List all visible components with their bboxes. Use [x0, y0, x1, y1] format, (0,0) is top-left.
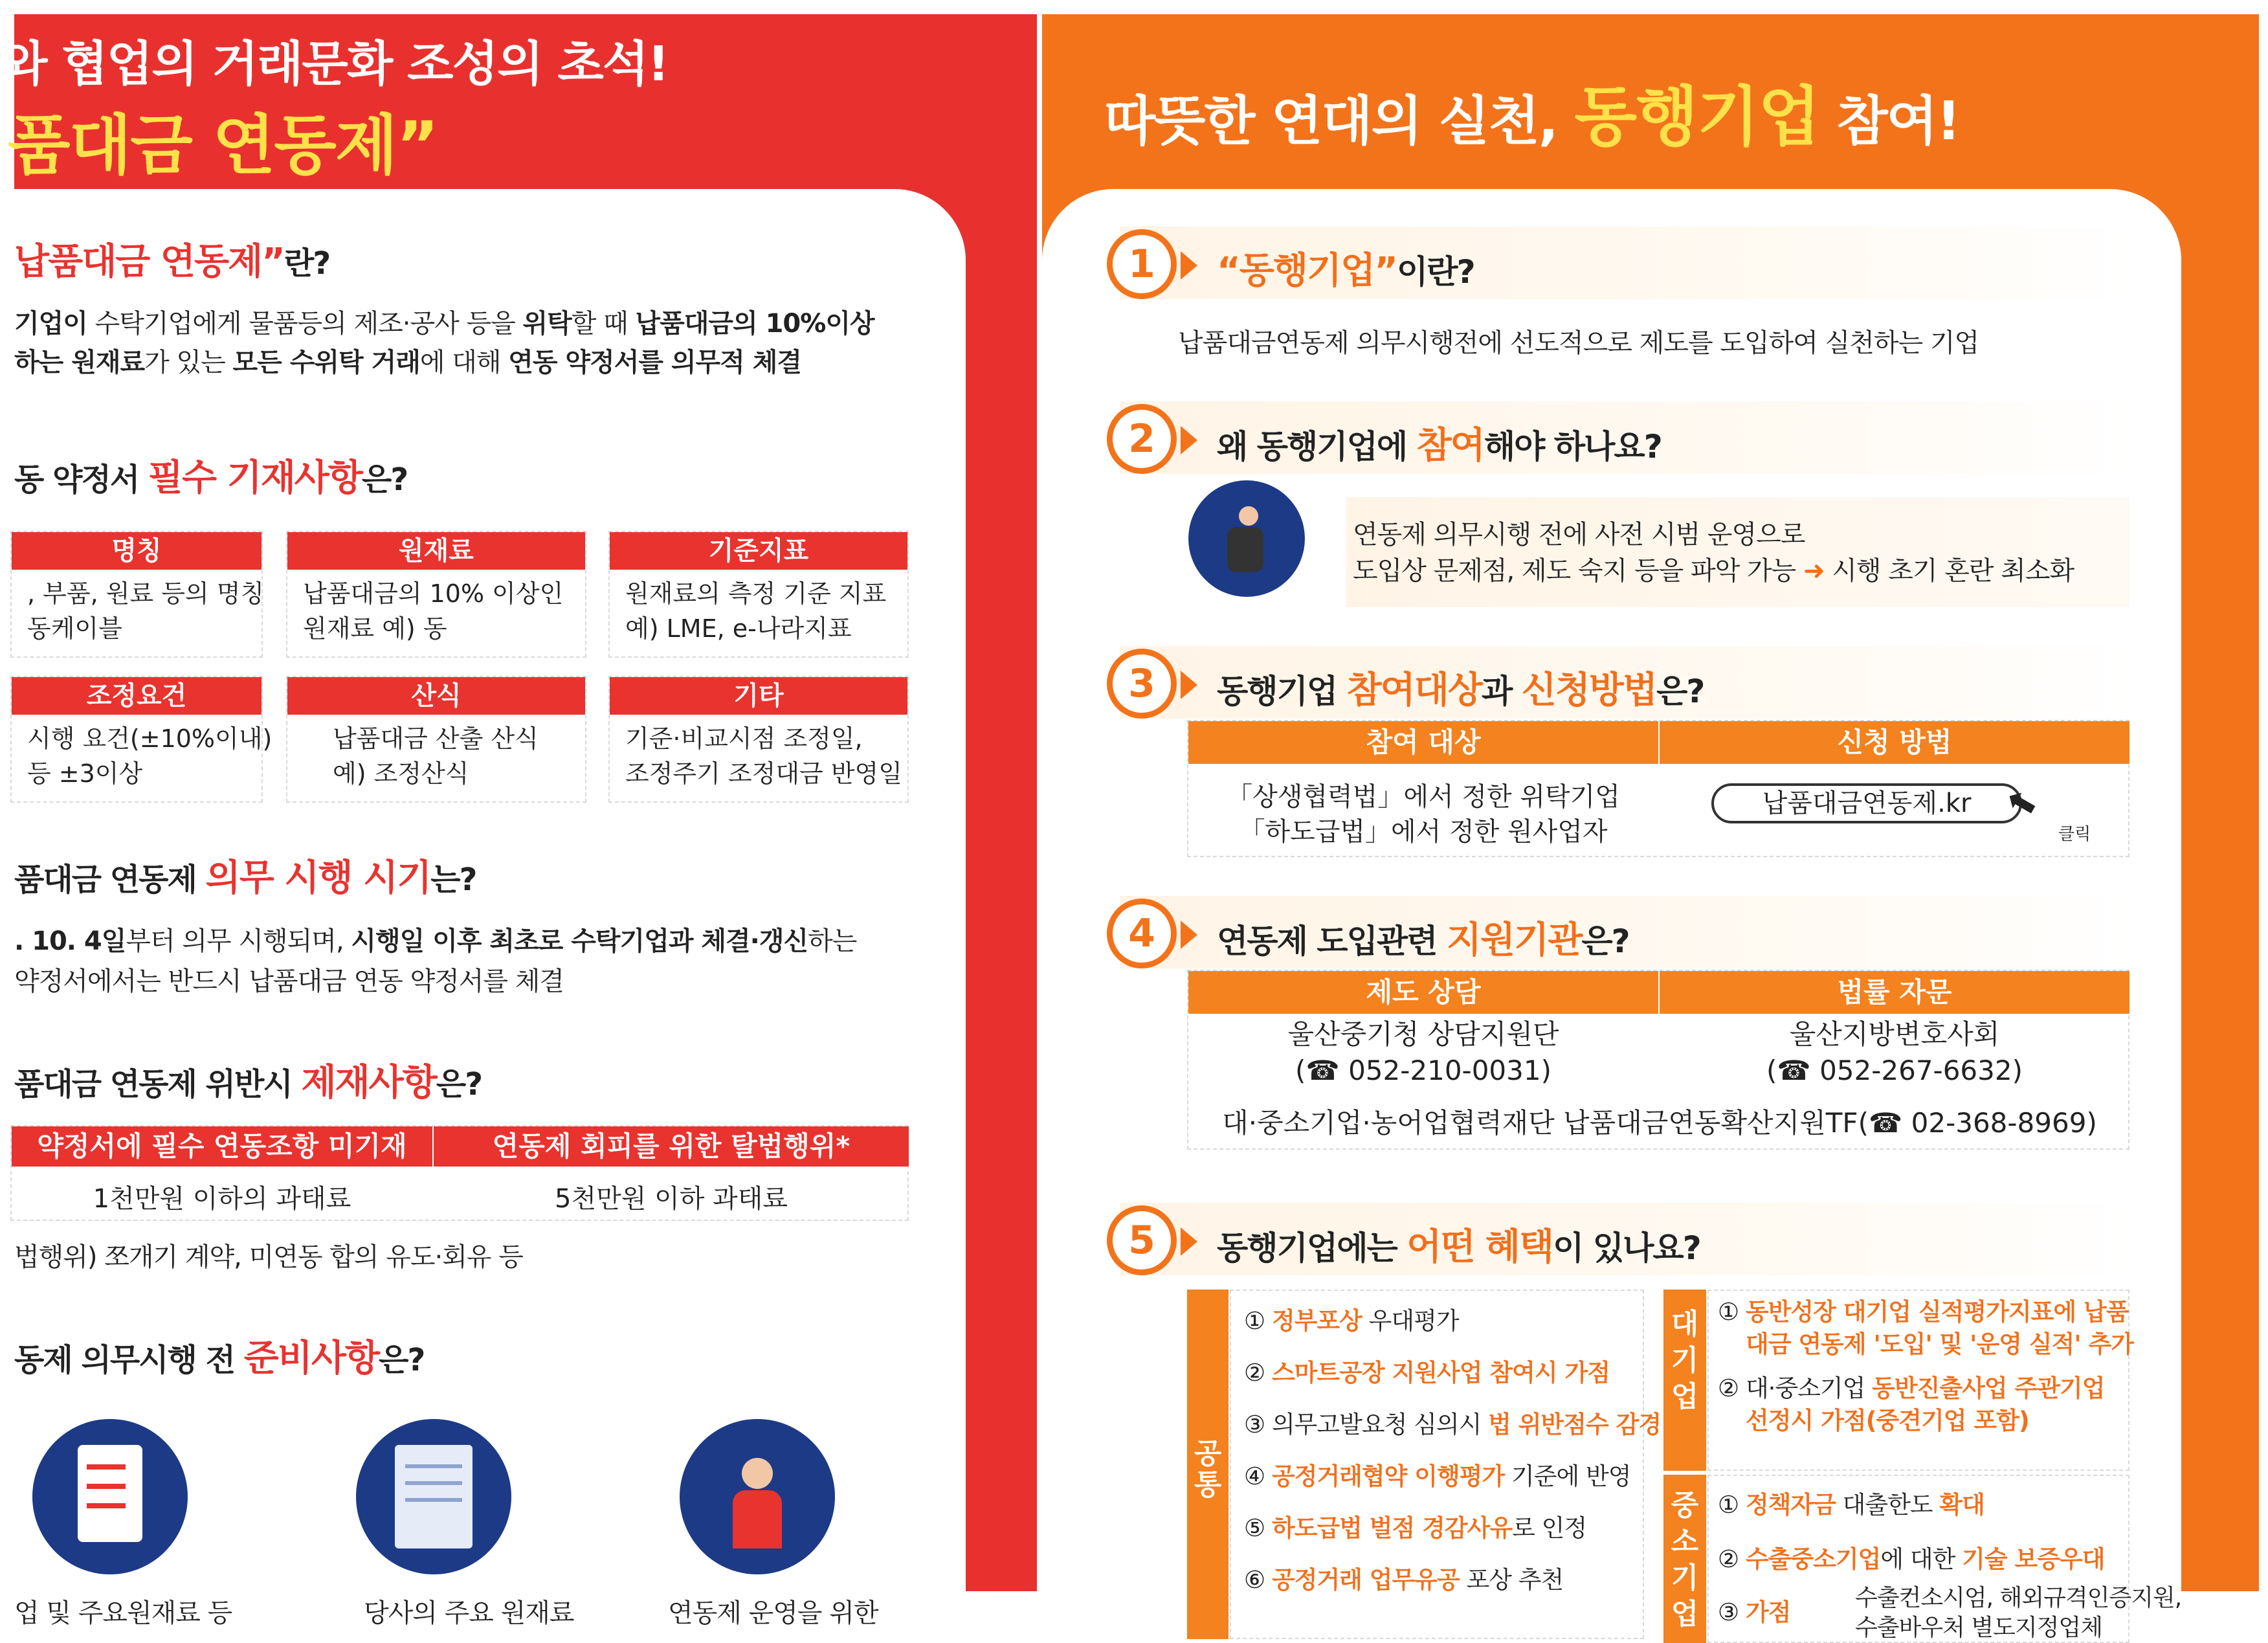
common-benefit-5: ⑤ 하도급법 벌점 경감사유로 인정: [1244, 1514, 1587, 1542]
participation-col1-head: 참여 대상: [1188, 721, 1658, 764]
sme-benefit-1: ① 정책자금 대출한도 확대: [1718, 1491, 1984, 1519]
q2-arrow-icon: [1181, 426, 1197, 454]
support-col1-head: 제도 상담: [1188, 971, 1658, 1014]
right-panel: [1042, 14, 2259, 1641]
participation-col2-head: 신청 방법: [1660, 721, 2129, 764]
left-content-card: [14, 189, 966, 1628]
apply-url-button[interactable]: 납품대금연동제.kr: [1711, 783, 2022, 823]
large-enterprise-label: 대기업: [1663, 1290, 1706, 1471]
prep-caption-3: 연동제 운영을 위한: [668, 1598, 878, 1628]
sanction-col1-value: 1천만원 이하의 과태료: [93, 1184, 351, 1214]
q3-arrow-icon: [1181, 671, 1197, 699]
runner-illustration: [1188, 480, 1305, 597]
right-header: 따뜻한 연대의 실천, 동행기업 참여!: [1104, 79, 1960, 155]
s1-line1: 기업이 수탁기업에게 물품등의 제조·공사 등을 위탁할 때 납품대금의 10%이상: [14, 309, 874, 339]
sanction-col1-head: 약정서에 필수 연동조항 미기재: [12, 1126, 432, 1167]
left-header-line1: 와 협업의 거래문화 조성의 초석!: [1, 36, 669, 92]
q1-number-badge: 1: [1107, 229, 1177, 299]
support-footer: 대·중소기업·농어업협력재단 납품대금연동확산지원TF(☎ 02-368-8969): [1222, 1107, 2097, 1139]
sme-benefit-3-detail: 수출컨소시엄, 해외규격인증지원, 수출바우처 별도지정업체: [1855, 1585, 2182, 1641]
q4-title: 연동제 도입관련 지원기관은?: [1217, 919, 1629, 961]
q5-title: 동행기업에는 어떤 혜택이 있나요?: [1217, 1226, 1700, 1268]
s3-line2: 약정서에서는 반드시 납품대금 연동 약정서를 체결: [14, 967, 564, 996]
right-content-card: [1042, 189, 2182, 1641]
common-benefits-list: [1230, 1290, 1662, 1639]
arrow-right-icon: ➜: [1803, 556, 1825, 586]
large-benefit-1: ① 동반성장 대기업 실적평가지표에 납품 대금 연동제 '도입' 및 '운영 실적' 추가: [1718, 1298, 2134, 1358]
support-consult: 울산중기청 상담지원단 (☎ 052-210-0031): [1287, 1018, 1559, 1086]
common-benefit-label: 공통: [1187, 1290, 1228, 1639]
s2-title: 동 약정서 필수 기재사항은?: [14, 457, 408, 499]
participation-targets: 「상생협력법」에서 정한 위탁기업 「하도급법」에서 정한 원사업자: [1227, 782, 1620, 847]
sanction-col2-head: 연동제 회피를 위한 탈법행위*: [434, 1126, 909, 1167]
q4-arrow-icon: [1181, 921, 1197, 949]
support-legal: 울산지방변호사회 (☎ 052-267-6632): [1766, 1018, 2023, 1086]
s4-note: 법행위) 쪼개기 계약, 미연동 합의 유도·회유 등: [14, 1242, 523, 1272]
common-benefit-4: ④ 공정거래협약 이행평가 기준에 반영: [1244, 1462, 1631, 1490]
box-name: 명칭 , 부품, 원료 등의 명칭 동케이블: [10, 531, 263, 658]
participation-table: [1187, 720, 2129, 857]
sme-benefit-3-label: ③ 가점: [1718, 1598, 1791, 1626]
support-table: [1187, 970, 2129, 1150]
q1-arrow-icon: [1181, 251, 1197, 280]
common-benefit-2: ② 스마트공장 지원사업 참여시 가점: [1244, 1359, 1610, 1387]
s1-title: 납품대금 연동제”란?: [14, 241, 330, 283]
sanction-table: [10, 1125, 909, 1221]
s1-line2: 하는 원재료가 있는 모든 수위탁 거래에 대해 연동 약정서를 의무적 체결: [14, 348, 802, 377]
box-raw-material: 원재료 납품대금의 10% 이상인 원재료 예) 동: [286, 531, 586, 658]
s4-title: 품대금 연동제 위반시 제재사항은?: [14, 1062, 482, 1104]
box-formula: 산식 납품대금 산출 산식 예) 조정산식: [286, 676, 586, 803]
box-etc: 기타 기준·비교시점 조정일, 조정주기 조정대금 반영일: [608, 676, 909, 803]
left-header-line2: 품대금 연동제”: [8, 107, 438, 183]
q2-number-badge: 2: [1107, 404, 1177, 474]
q1-title: “동행기업”이란?: [1217, 250, 1474, 292]
common-benefit-6: ⑥ 공정거래 업무유공 포상 추천: [1244, 1566, 1564, 1594]
click-label: 클릭: [2058, 825, 2091, 844]
operation-illustration: [680, 1419, 835, 1574]
s3-title: 품대금 연동제 의무 시행 시기는?: [14, 857, 476, 899]
checklist-illustration: [32, 1419, 188, 1574]
q4-number-badge: 4: [1107, 899, 1177, 968]
q3-title: 동행기업 참여대상과 신청방법은?: [1217, 669, 1704, 711]
sme-label: 중소기업: [1663, 1475, 1706, 1643]
q2-body-line1: 연동제 의무시행 전에 사전 시범 운영으로: [1353, 520, 1805, 550]
support-col2-head: 법률 자문: [1660, 971, 2129, 1014]
q3-number-badge: 3: [1107, 649, 1177, 719]
s3-line1: . 10. 4일부터 의무 시행되며, 시행일 이후 최초로 수탁기업과 체결·갱신하는: [14, 926, 857, 956]
q2-body-line2: 도입상 문제점, 제도 숙지 등을 파악 가능 ➜ 시행 초기 혼란 최소화: [1353, 556, 2074, 586]
common-benefit-3: ③ 의무고발요청 심의시 법 위반점수 감경: [1244, 1411, 1662, 1438]
large-enterprise-benefits: [1707, 1290, 2134, 1471]
common-benefit-1: ① 정부포상 우대평가: [1244, 1307, 1459, 1335]
q5-number-badge: 5: [1107, 1205, 1177, 1275]
box-reference-index: 기준지표 원재료의 측정 기준 지표 예) LME, e-나라지표: [608, 531, 909, 658]
box-adjust-condition: 조정요건 시행 요건(±10%이내) 등 ±3이상: [10, 676, 263, 803]
s5-title: 동제 의무시행 전 준비사항은?: [14, 1337, 425, 1380]
left-panel: [1, 14, 1037, 1628]
q5-arrow-icon: [1181, 1227, 1197, 1256]
sme-benefits: [1707, 1475, 2182, 1643]
prep-caption-1: 업 및 주요원재료 등: [14, 1598, 232, 1628]
prep-caption-2: 당사의 주요 원재료: [364, 1598, 574, 1628]
sme-benefit-2: ② 수출중소기업에 대한 기술 보증우대: [1718, 1545, 2105, 1573]
sanction-col2-value: 5천만원 이하 과태료: [555, 1184, 788, 1214]
large-benefit-2: ② 대·중소기업 동반진출사업 주관기업 선정시 가점(중견기업 포함): [1718, 1374, 2105, 1435]
q2-title: 왜 동행기업에 참여해야 하나요?: [1217, 425, 1662, 467]
q1-body: 납품대금연동제 의무시행전에 선도적으로 제도를 도입하여 실천하는 기업: [1178, 328, 1979, 358]
cursor-click-icon: ⬉: [2001, 778, 2042, 827]
document-illustration: [356, 1419, 511, 1574]
